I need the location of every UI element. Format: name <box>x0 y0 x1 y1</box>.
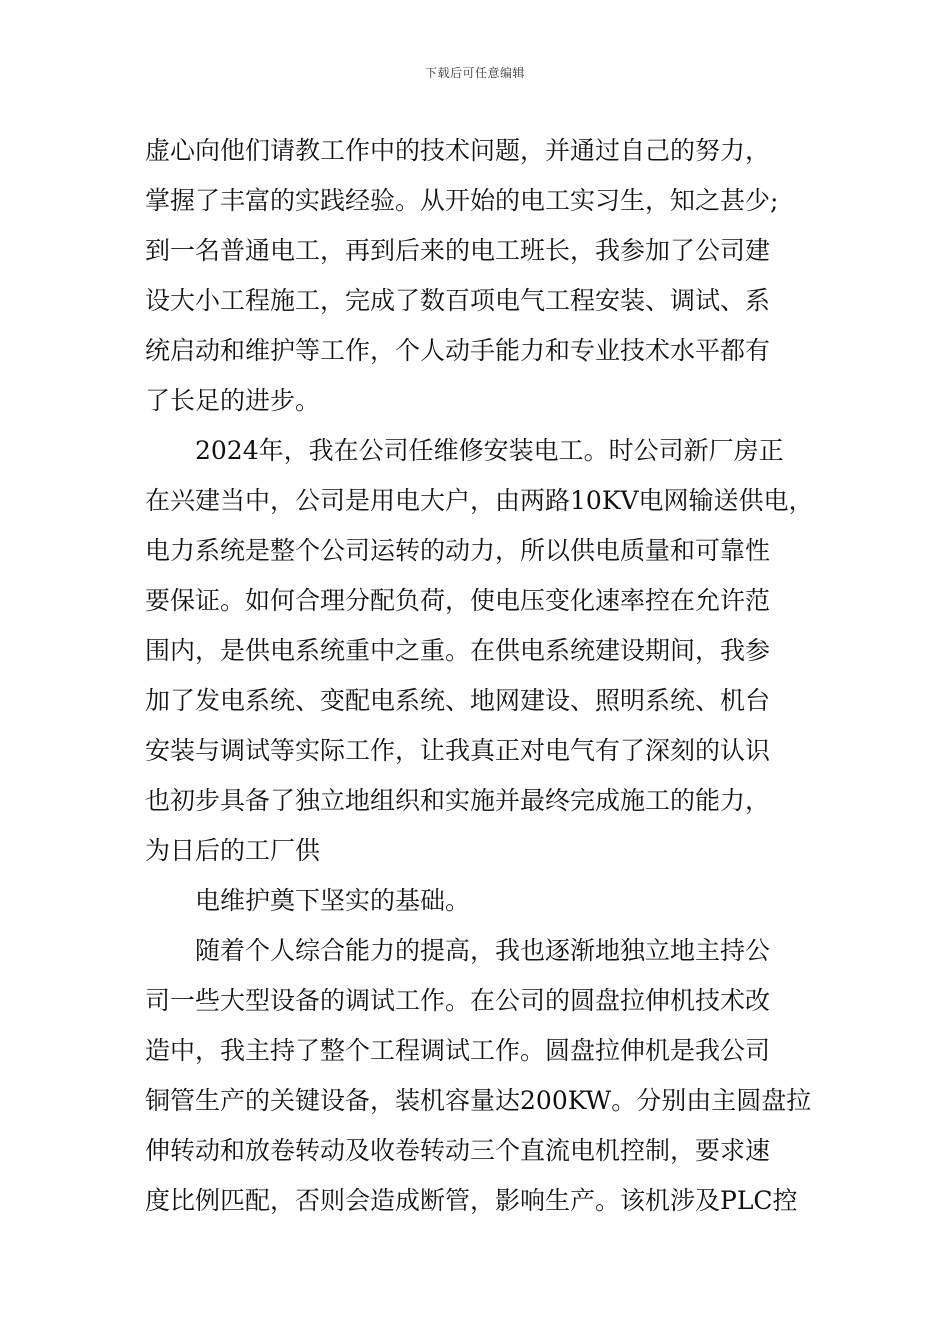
text-line: 造中，我主持了整个工程调试工作。圆盘拉伸机是我公司 <box>145 1036 771 1065</box>
text-line: 为日后的工厂供 <box>145 836 321 865</box>
text-line: 司一些大型设备的调试工作。在公司的圆盘拉伸机技术改 <box>145 986 771 1015</box>
text-line: 伸转动和放卷转动及收卷转动三个直流电机控制，要求速 <box>145 1136 771 1165</box>
text-line: 也初步具备了独立地组织和实施并最终完成施工的能力， <box>145 786 771 815</box>
page-header: 下载后可任意编辑 <box>424 66 525 80</box>
text-line: 电力系统是整个公司运转的动力，所以供电质量和可靠性 <box>145 536 771 565</box>
text-line: 要保证。如何合理分配负荷，使电压变化速率控在允许范 <box>145 586 771 615</box>
text-line: 虚心向他们请教工作中的技术问题，并通过自己的努力， <box>145 136 771 165</box>
text-line: 安装与调试等实际工作，让我真正对电气有了深刻的认识 <box>145 736 771 765</box>
body-text <box>145 126 825 1226</box>
text-line: 在兴建当中，公司是用电大户，由两路10KV电网输送供电， <box>145 486 814 515</box>
text-line: 度比例匹配，否则会造成断管，影响生产。该机涉及PLC控 <box>145 1186 798 1215</box>
text-line: 设大小工程施工，完成了数百项电气工程安装、调试、系 <box>145 286 771 315</box>
text-line: 铜管生产的关键设备，装机容量达200KW。分别由主圆盘拉 <box>145 1086 812 1115</box>
text-line: 2024年，我在公司任维修安装电工。时公司新厂房正 <box>195 436 784 465</box>
text-line: 了长足的进步。 <box>145 386 321 415</box>
text-line: 加了发电系统、变配电系统、地网建设、照明系统、机台 <box>145 686 771 715</box>
text-line: 电维护奠下坚实的基础。 <box>195 886 471 915</box>
text-line: 围内，是供电系统重中之重。在供电系统建设期间，我参 <box>145 636 771 665</box>
text-line: 掌握了丰富的实践经验。从开始的电工实习生，知之甚少; <box>145 186 779 215</box>
text-line: 统启动和维护等工作，个人动手能力和专业技术水平都有 <box>145 336 771 365</box>
text-line: 随着个人综合能力的提高，我也逐渐地独立地主持公 <box>195 936 771 965</box>
text-line: 到一名普通电工，再到后来的电工班长，我参加了公司建 <box>145 236 771 265</box>
